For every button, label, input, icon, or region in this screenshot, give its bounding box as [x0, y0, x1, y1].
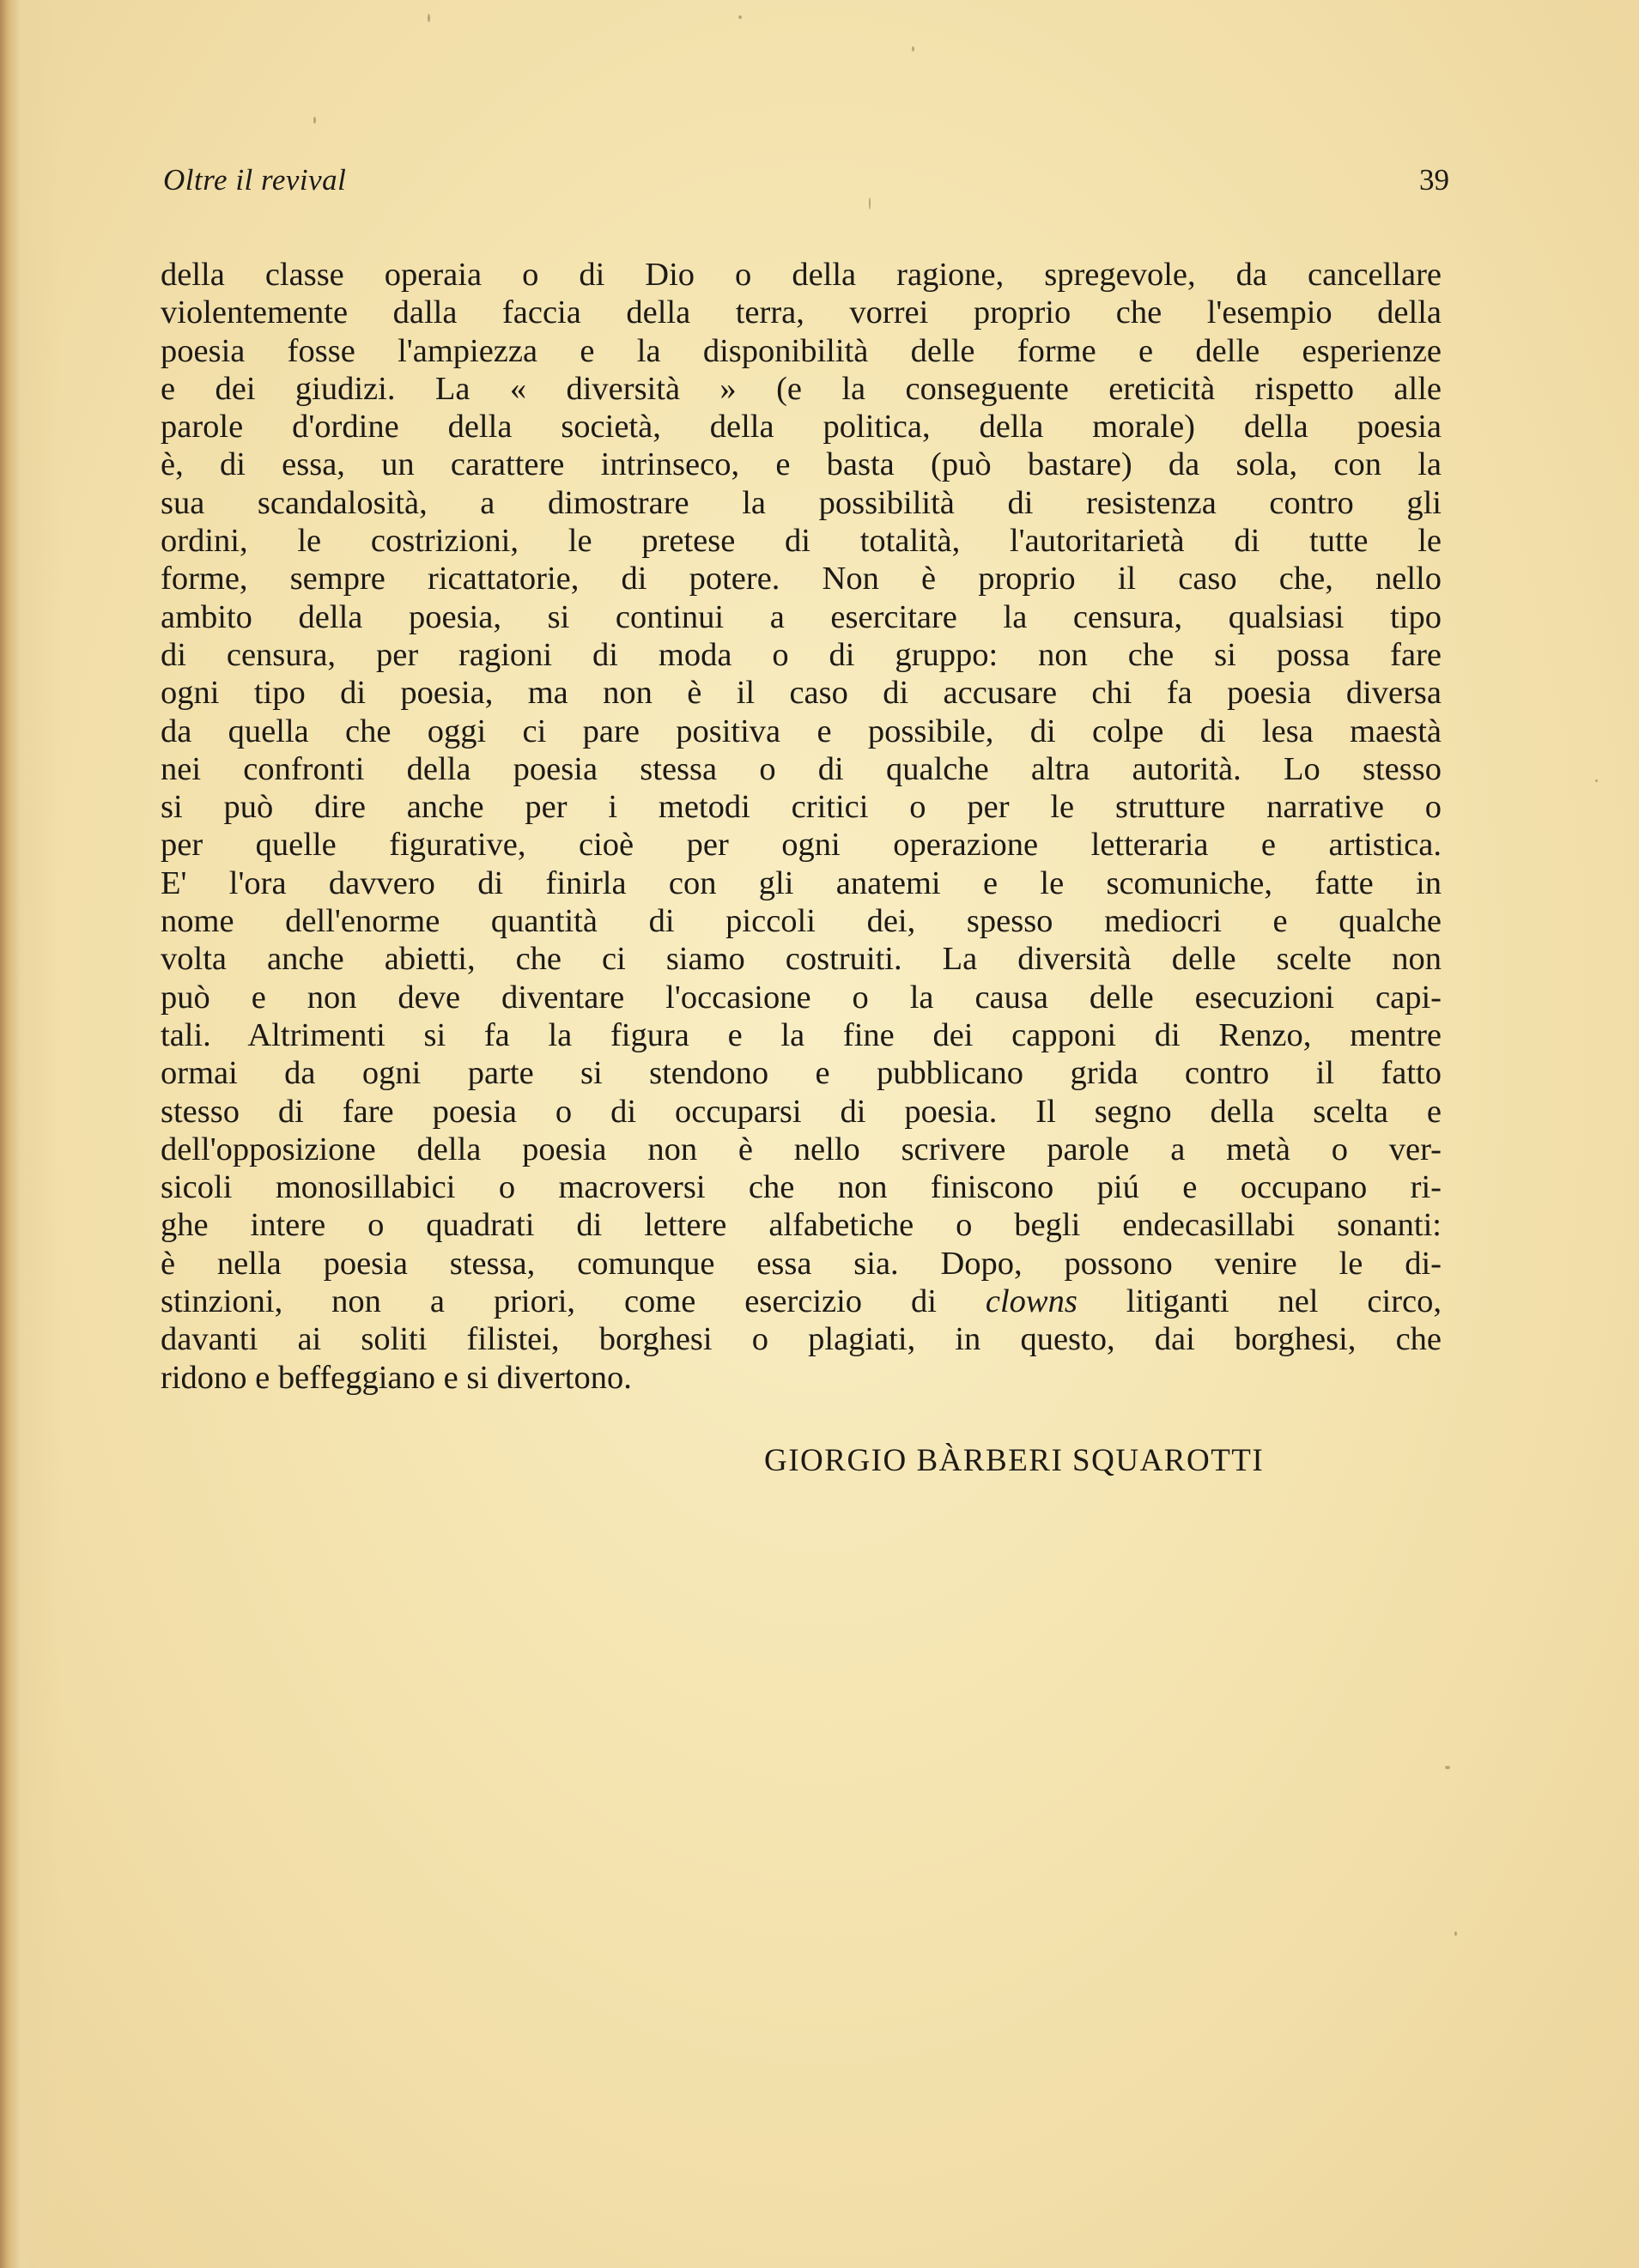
- text-line: poesia fosse l'ampiezza e la disponibilità delle forme e delle esperienze: [161, 332, 1442, 369]
- text-line: della classe operaia o di Dio o della ragione, spregevole, da cancellare: [161, 257, 1442, 293]
- paper-speck: [313, 117, 316, 124]
- paper-speck: [1445, 1766, 1450, 1769]
- text-line: ambito della poesia, si continui a esercitare la censura, qualsiasi tipo: [161, 598, 1442, 635]
- text-line: tali. Altrimenti si fa la figura e la fine dei capponi di Renzo, mentre: [161, 1016, 1442, 1053]
- text-line: sua scandalosità, a dimostrare la possibilità di resistenza contro gli: [161, 484, 1442, 521]
- text-line: nei confronti della poesia stessa o di qualche altra autorità. Lo stesso: [161, 750, 1442, 787]
- text-line: dell'opposizione della poesia non è nello scrivere parole a metà o ver-: [161, 1131, 1442, 1167]
- text-line: ogni tipo di poesia, ma non è il caso di accusare chi fa poesia diversa: [161, 675, 1442, 712]
- text-line: si può dire anche per i metodi critici o per le strutture narrative o: [161, 789, 1442, 826]
- text-line: è, di essa, un carattere intrinseco, e basta (può bastare) da sola, con la: [161, 446, 1442, 483]
- text-line: sicoli monosillabici o macroversi che non finiscono piú e occupano ri-: [161, 1169, 1442, 1206]
- text-line: forme, sempre ricattatorie, di potere. Non è proprio il caso che, nello: [161, 561, 1442, 597]
- running-title: Oltre il revival: [163, 163, 347, 197]
- text-line: di censura, per ragioni di moda o di gruppo: non che si possa fare: [161, 636, 1442, 673]
- paper-speck: [912, 46, 914, 52]
- text-line: E' l'ora davvero di finirla con gli anatemi e le scomuniche, fatte in: [161, 864, 1442, 901]
- text-line: e dei giudizi. La « diversità » (e la conseguente ereticità rispetto alle: [161, 370, 1442, 407]
- text-line: ghe intere o quadrati di lettere alfabetiche o begli endecasillabi sonanti:: [161, 1207, 1442, 1244]
- text-line-with-italic: [161, 1283, 1442, 1320]
- text-line: da quella che oggi ci pare positiva e possibile, di colpe di lesa maestà: [161, 713, 1442, 749]
- text-line: può e non deve diventare l'occasione o la causa delle esecuzioni capi-: [161, 979, 1442, 1016]
- paper-speck: [869, 197, 871, 209]
- running-head: [163, 163, 1449, 206]
- page-number: 39: [1419, 163, 1449, 197]
- text-line: ordini, le costrizioni, le pretese di totalità, l'autoritarietà di tutte le: [161, 523, 1442, 560]
- text-line: per quelle figurative, cioè per ogni operazione letteraria e artistica.: [161, 827, 1442, 864]
- text-line: davanti ai soliti filistei, borghesi o plagiati, in questo, dai borghesi, che: [161, 1321, 1442, 1358]
- text-line: stesso di fare poesia o di occuparsi di poesia. Il segno della scelta e: [161, 1093, 1442, 1130]
- text-segment: stinzioni, non a priori, come esercizio di: [161, 1283, 986, 1320]
- paper-speck: [1454, 1931, 1457, 1936]
- text-line: violentemente dalla faccia della terra, vorrei proprio che l'esempio della: [161, 294, 1442, 331]
- paper-speck: [1595, 779, 1598, 782]
- paper-speck: [738, 15, 742, 19]
- text-line: ormai da ogni parte si stendono e pubblicano grida contro il fatto: [161, 1055, 1442, 1092]
- author-signature: GIORGIO BÀRBERI SQUAROTTI: [764, 1443, 1265, 1478]
- text-line: ridono e beffeggiano e si divertono.: [161, 1359, 632, 1396]
- paper-speck: [428, 14, 430, 22]
- text-segment: litiganti nel circo,: [1077, 1283, 1442, 1320]
- text-line: nome dell'enorme quantità di piccoli dei, spesso mediocri e qualche: [161, 903, 1442, 940]
- body-text: [161, 256, 1442, 1397]
- italic-term: clowns: [985, 1283, 1077, 1320]
- text-line: parole d'ordine della società, della politica, della morale) della poesia: [161, 409, 1442, 446]
- text-line: è nella poesia stessa, comunque essa sia. Dopo, possono venire le di-: [161, 1245, 1442, 1282]
- text-line: volta anche abietti, che ci siamo costruiti. La diversità delle scelte non: [161, 941, 1442, 978]
